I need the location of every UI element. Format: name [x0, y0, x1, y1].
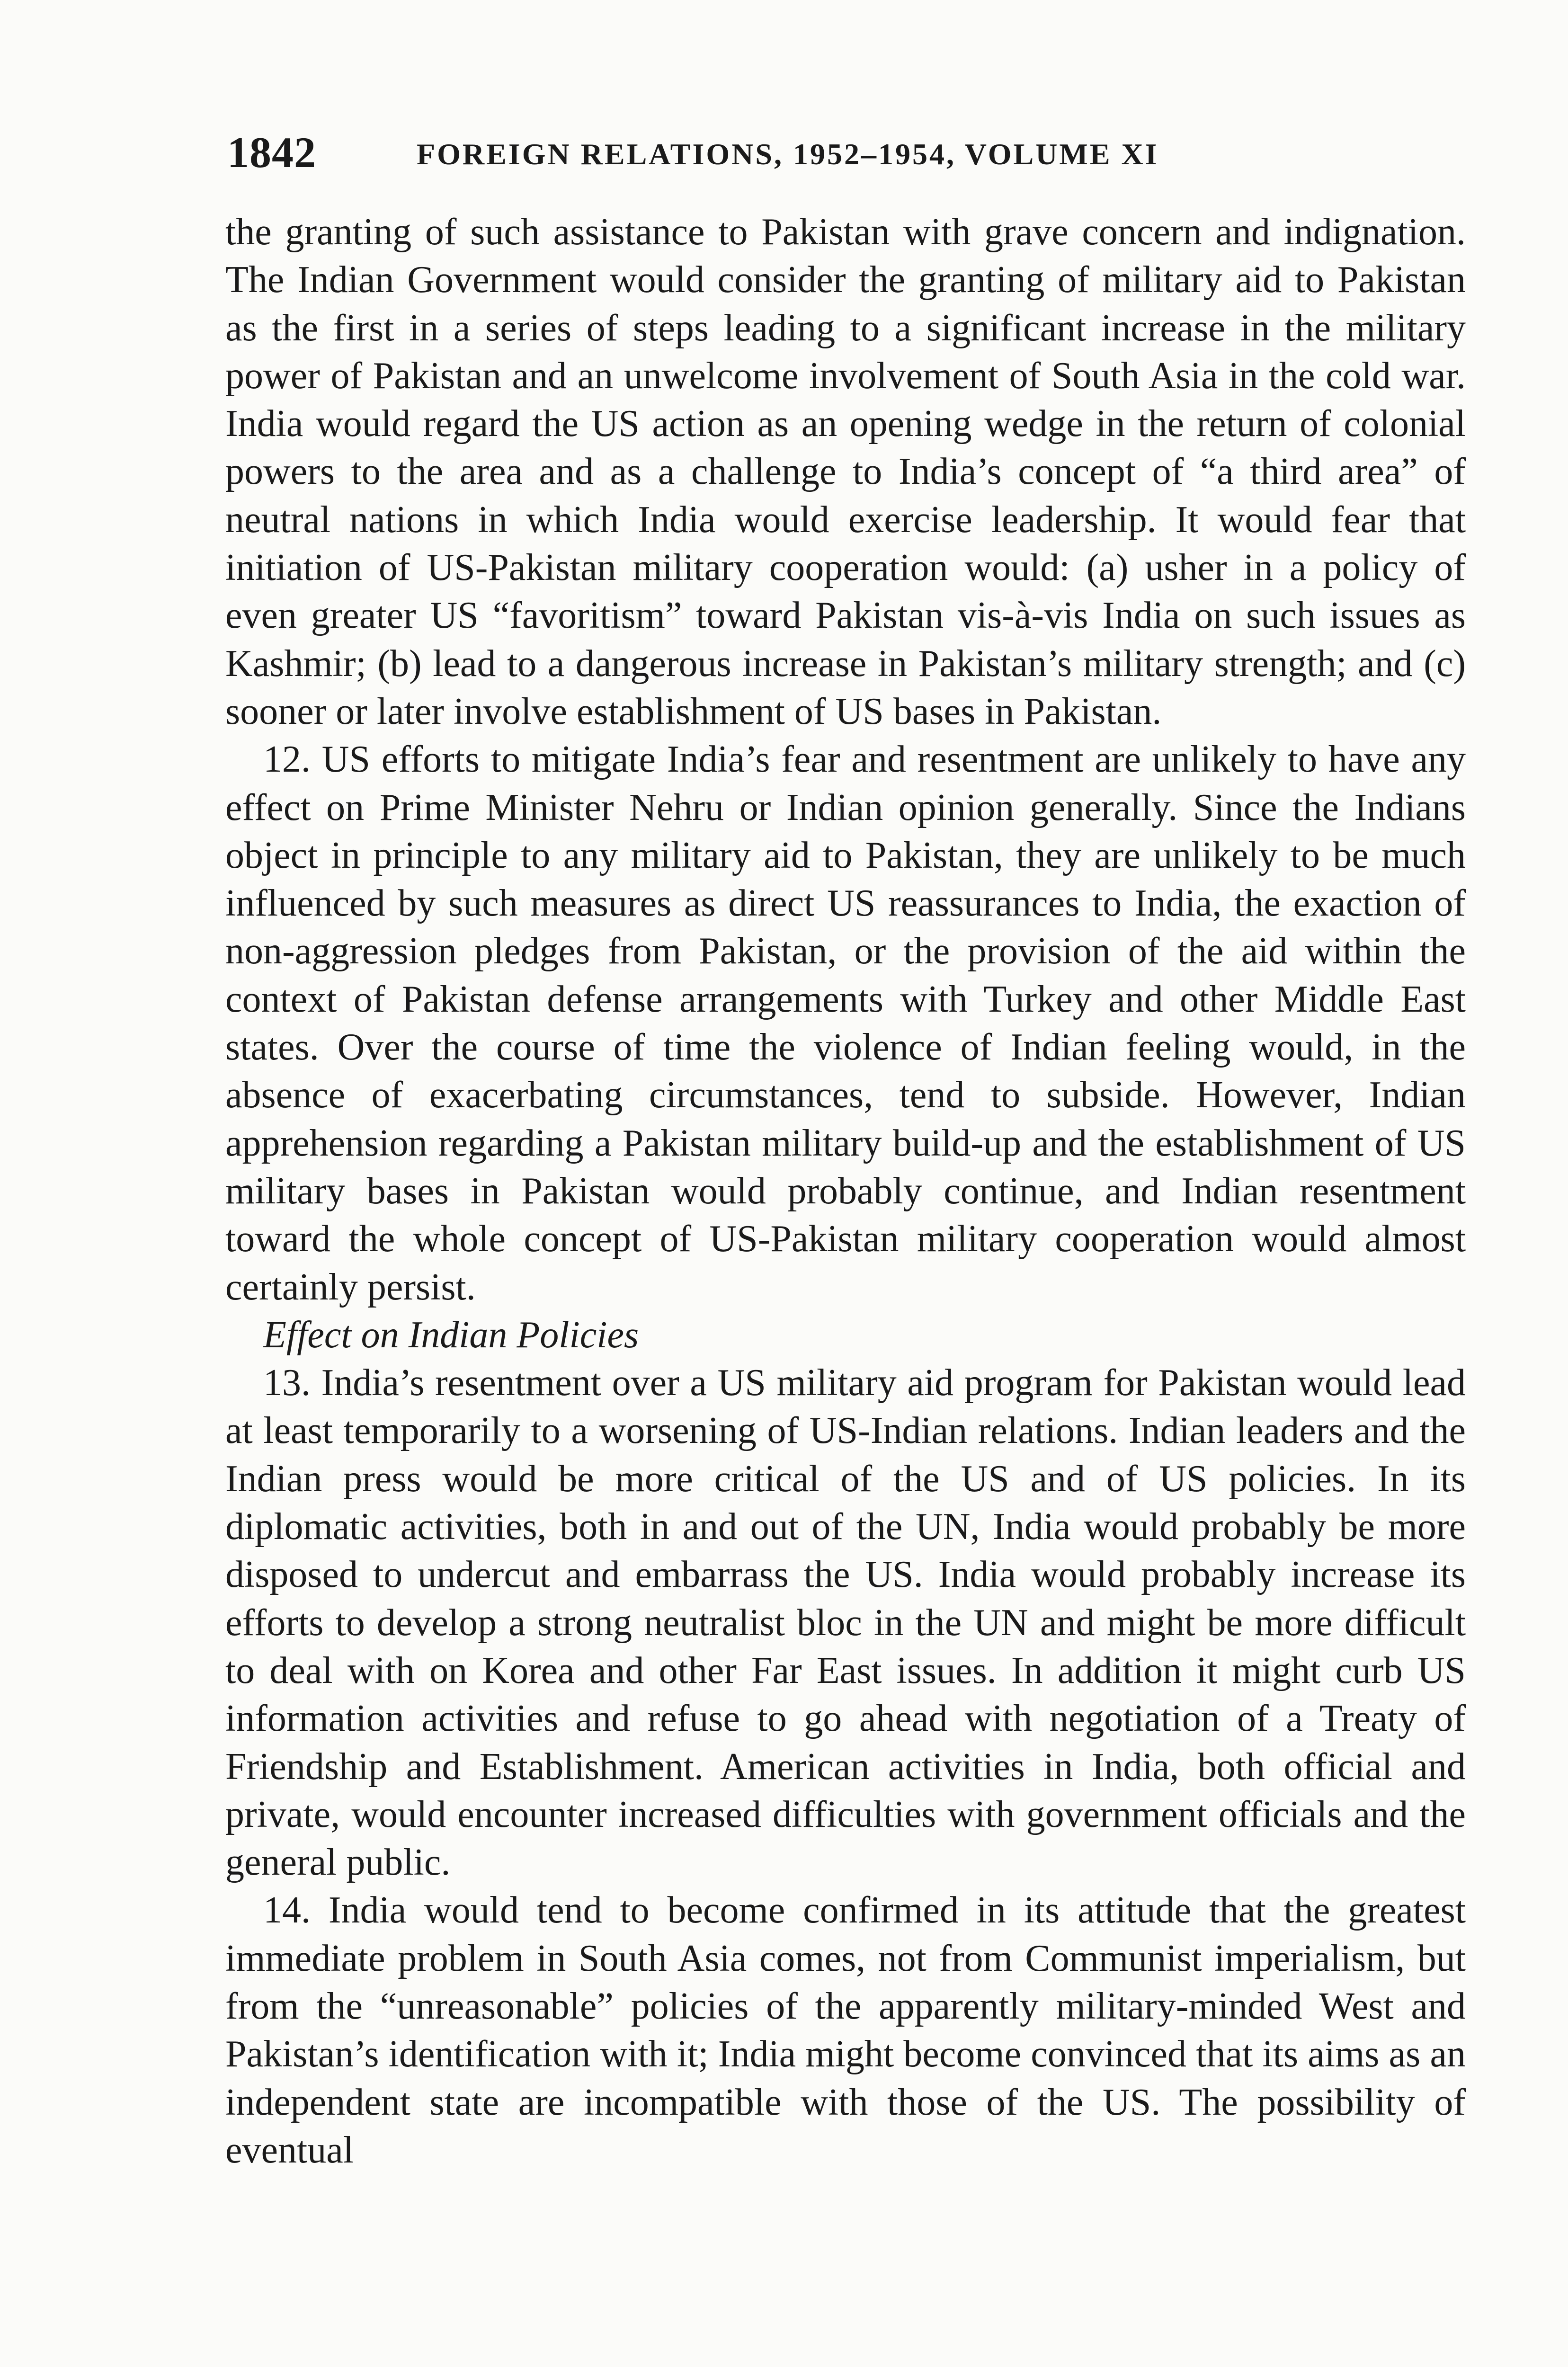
page-number: 1842 [227, 128, 316, 177]
page-header [227, 124, 1468, 190]
paragraph-continued: the granting of such assistance to Pakistan with grave concern and indignation. The Indian Government would consider the granting of military aid to Pakistan as the first in a series of steps leading to a significant increase in the military power of Pakistan and an unwelcome involvement of South Asia in the cold war. India would regard the US action as an opening wedge in the return of colonial powers to the area and as a challenge to India’s concept of “a third area” of neutral nations in which India would exercise leadership. It would fear that initiation of US-Pakistan military cooperation would: (a) usher in a policy of even greater US “favoritism” toward Pakistan vis-à-vis India on such issues as Kashmir; (b) lead to a dangerous increase in Pakistan’s military strength; and (c) sooner or later involve establishment of US bases in Pakistan. [225, 211, 1466, 732]
section-subheading: Effect on Indian Policies [263, 1314, 639, 1356]
body-text [225, 208, 1466, 2367]
paragraph-14: 14. India would tend to become confirmed in its attitude that the greatest immediate problem in South Asia comes, not from Communist imperialism, but from the “unreasonable” policies of the apparently military-minded West and Pakistan’s identification with it; India might become convinced that its aims as an independent state are incompatible with those of the US. The possibility of eventual [225, 1889, 1466, 2171]
paragraph-12: 12. US efforts to mitigate India’s fear and resentment are unlikely to have any effect on Prime Minister Nehru or Indian opinion generally. Since the Indians object in principle to any military aid to Pakistan, they are unlikely to be much influenced by such measures as direct US reassurances to India, the exaction of non-aggression pledges from Pakistan, or the provision of the aid within the context of Pakistan defense arrangements with Turkey and other Middle East states. Over the course of time the violence of Indian feeling would, in the absence of exacerbating circumstances, tend to subside. However, Indian apprehension regarding a Pakistan military build-up and the establishment of US military bases in Pakistan would probably continue, and Indian resentment toward the whole concept of US-Pakistan military cooperation would almost certainly persist. [225, 739, 1466, 1308]
paragraph-13: 13. India’s resentment over a US military aid program for Pakistan would lead at least temporarily to a worsening of US-Indian relations. Indian leaders and the Indian press would be more critical of the US and of US policies. In its diplomatic activities, both in and out of the UN, India would probably be more disposed to undercut and embarrass the US. India would probably increase its efforts to develop a strong neutralist bloc in the UN and might be more difficult to deal with on Korea and other Far East issues. In addition it might curb US information activities and refuse to go ahead with negotiation of a Treaty of Friendship and Establishment. American activities in India, both official and private, would encounter increased difficulties with government officials and the general public. [225, 1362, 1466, 1884]
running-title: FOREIGN RELATIONS, 1952–1954, VOLUME XI [417, 137, 1159, 171]
